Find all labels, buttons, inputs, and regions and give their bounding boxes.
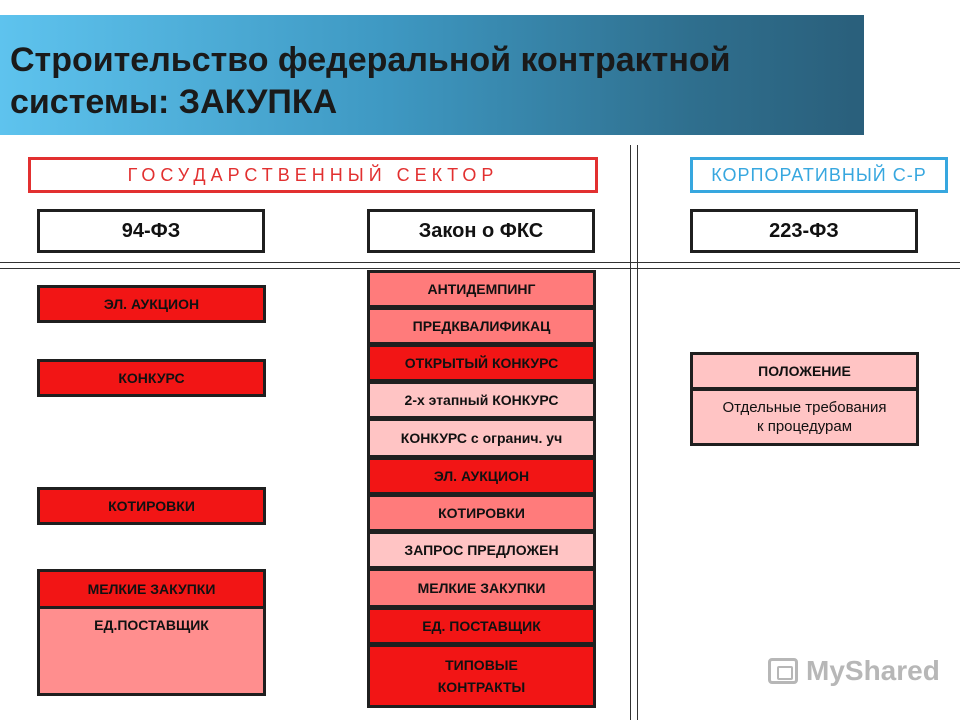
watermark-text: MyShared	[806, 655, 940, 686]
corporate-sector-label: КОРПОРАТИВНЫЙ С-Р	[690, 157, 948, 193]
fks-standard-contracts	[367, 644, 596, 708]
col94-konkurs: КОНКУРС	[37, 359, 266, 397]
col223-regulation: ПОЛОЖЕНИЕ	[690, 352, 919, 390]
page-title	[10, 39, 850, 123]
column-divider-2	[637, 145, 638, 720]
fks-prequalification: ПРЕДКВАЛИФИКАЦ	[367, 307, 596, 345]
title-line-2: системы: ЗАКУПКА	[10, 83, 338, 121]
col223-requirements-line-1: Отдельные требования	[722, 399, 887, 416]
government-sector-label: ГОСУДАРСТВЕННЫЙ СЕКТОР	[28, 157, 598, 193]
fks-small-purchases: МЕЛКИЕ ЗАКУПКИ	[367, 568, 596, 608]
fks-two-stage-konkurs: 2-х этапный КОНКУРС	[367, 381, 596, 419]
col223-requirements-line-2: к процедурам	[756, 418, 853, 435]
law-94-fz-header: 94-ФЗ	[37, 209, 265, 253]
fks-antidumping: АНТИДЕМПИНГ	[367, 270, 596, 308]
fks-open-konkurs: ОТКРЫТЫЙ КОНКУРС	[367, 344, 596, 382]
fks-proposals-request: ЗАПРОС ПРЕДЛОЖЕН	[367, 531, 596, 569]
fks-el-auction: ЭЛ. АУКЦИОН	[367, 457, 596, 495]
col94-single-supplier: ЕД.ПОСТАВЩИК	[37, 606, 266, 696]
col223-separate-requirements	[690, 388, 919, 446]
fks-standard-contracts-line-1: ТИПОВЫЕ	[445, 657, 518, 673]
column-divider-1	[630, 145, 631, 720]
law-fks-header: Закон о ФКС	[367, 209, 595, 253]
row-divider-2	[0, 268, 960, 269]
law-223-fz-header: 223-ФЗ	[690, 209, 918, 253]
title-banner	[0, 15, 864, 135]
row-divider-1	[0, 262, 960, 263]
fks-single-supplier: ЕД. ПОСТАВЩИК	[367, 607, 596, 645]
monitor-logo-icon	[768, 658, 798, 684]
col94-kotirovki: КОТИРОВКИ	[37, 487, 266, 525]
fks-kotirovki: КОТИРОВКИ	[367, 494, 596, 532]
fks-limited-konkurs: КОНКУРС с огранич. уч	[367, 418, 596, 458]
title-line-1: Строительство федеральной контрактной	[10, 41, 731, 79]
fks-standard-contracts-line-2: КОНТРАКТЫ	[437, 679, 526, 695]
col94-small-purchases: МЕЛКИЕ ЗАКУПКИ	[37, 569, 266, 609]
watermark	[768, 655, 940, 687]
col94-el-auction: ЭЛ. АУКЦИОН	[37, 285, 266, 323]
